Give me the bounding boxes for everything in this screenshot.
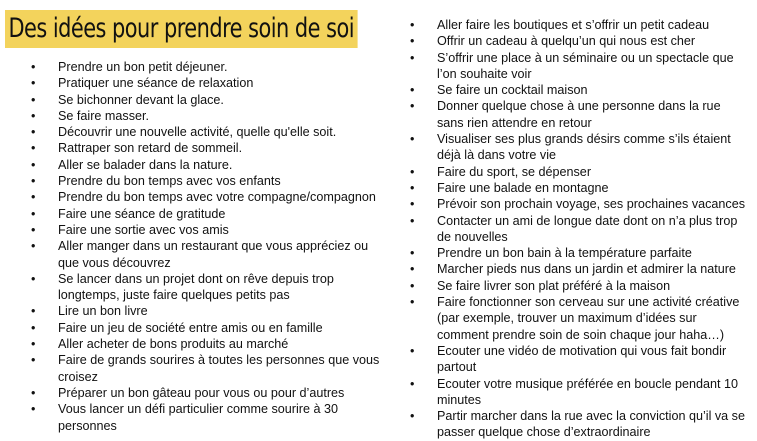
list-item: • Pratiquer une séance de relaxation bbox=[31, 75, 381, 91]
list-item: • Donner quelque chose à une personne dans la rue sans rien attendre en retour bbox=[410, 98, 750, 131]
list-item: • Contacter un ami de longue date dont on n’a plus trop de nouvelles bbox=[410, 213, 750, 246]
list-item: • Faire fonctionner son cerveau sur une activité créative (par exemple, trouver un maximum d’idées sur comment prendre soin de soin chaque jour haha…) bbox=[410, 294, 750, 343]
list-item: • S’offrir une place à un séminaire ou un spectacle que l’on souhaite voir bbox=[410, 50, 750, 83]
list-item: • Rattraper son retard de sommeil. bbox=[31, 140, 381, 156]
list-item: • Aller se balader dans la nature. bbox=[31, 157, 381, 173]
list-item: • Prévoir son prochain voyage, ses prochaines vacances bbox=[410, 196, 750, 212]
list-item: • Offrir un cadeau à quelqu’un qui nous est cher bbox=[410, 33, 750, 49]
list-item: • Découvrir une nouvelle activité, quelle qu'elle soit. bbox=[31, 124, 381, 140]
list-item: • Prendre du bon temps avec votre compagne/compagnon bbox=[31, 189, 381, 205]
list-item: • Prendre un bon petit déjeuner. bbox=[31, 59, 381, 75]
list-item: • Marcher pieds nus dans un jardin et admirer la nature bbox=[410, 261, 750, 277]
list-item: • Ecouter votre musique préférée en boucle pendant 10 minutes bbox=[410, 376, 750, 409]
list-item: • Ecouter une vidéo de motivation qui vous fait bondir partout bbox=[410, 343, 750, 376]
list-item: • Se lancer dans un projet dont on rêve depuis trop longtemps, juste faire quelques petits pas bbox=[31, 271, 381, 304]
list-item: • Faire une balade en montagne bbox=[410, 180, 750, 196]
list-item: • Prendre du bon temps avec vos enfants bbox=[31, 173, 381, 189]
list-item: • Faire une sortie avec vos amis bbox=[31, 222, 381, 238]
list-item: • Faire du sport, se dépenser bbox=[410, 164, 750, 180]
list-item: • Se bichonner devant la glace. bbox=[31, 92, 381, 108]
list-item: • Lire un bon livre bbox=[31, 303, 381, 319]
list-item: • Se faire livrer son plat préféré à la maison bbox=[410, 278, 750, 294]
right-bullet-list bbox=[410, 17, 750, 441]
list-item: • Aller faire les boutiques et s’offrir un petit cadeau bbox=[410, 17, 750, 33]
left-bullet-list bbox=[31, 59, 381, 434]
list-item: • Partir marcher dans la rue avec la conviction qu’il va se passer quelque chose d’extraordinaire bbox=[410, 408, 750, 441]
list-item: • Se faire masser. bbox=[31, 108, 381, 124]
list-item: • Faire un jeu de société entre amis ou en famille bbox=[31, 320, 381, 336]
list-item: • Se faire un cocktail maison bbox=[410, 82, 750, 98]
list-item: • Prendre un bon bain à la température parfaite bbox=[410, 245, 750, 261]
list-item: • Visualiser ses plus grands désirs comme s’ils étaient déjà là dans votre vie bbox=[410, 131, 750, 164]
list-item: • Faire une séance de gratitude bbox=[31, 206, 381, 222]
list-item: • Faire de grands sourires à toutes les personnes que vous croisez bbox=[31, 352, 381, 385]
list-item: • Aller manger dans un restaurant que vous appréciez ou que vous découvrez bbox=[31, 238, 381, 271]
list-item: • Vous lancer un défi particulier comme sourire à 30 personnes bbox=[31, 401, 381, 434]
list-item: • Préparer un bon gâteau pour vous ou pour d’autres bbox=[31, 385, 381, 401]
page-title: Des idées pour prendre soin de soi bbox=[5, 10, 357, 48]
list-item: • Aller acheter de bons produits au marché bbox=[31, 336, 381, 352]
